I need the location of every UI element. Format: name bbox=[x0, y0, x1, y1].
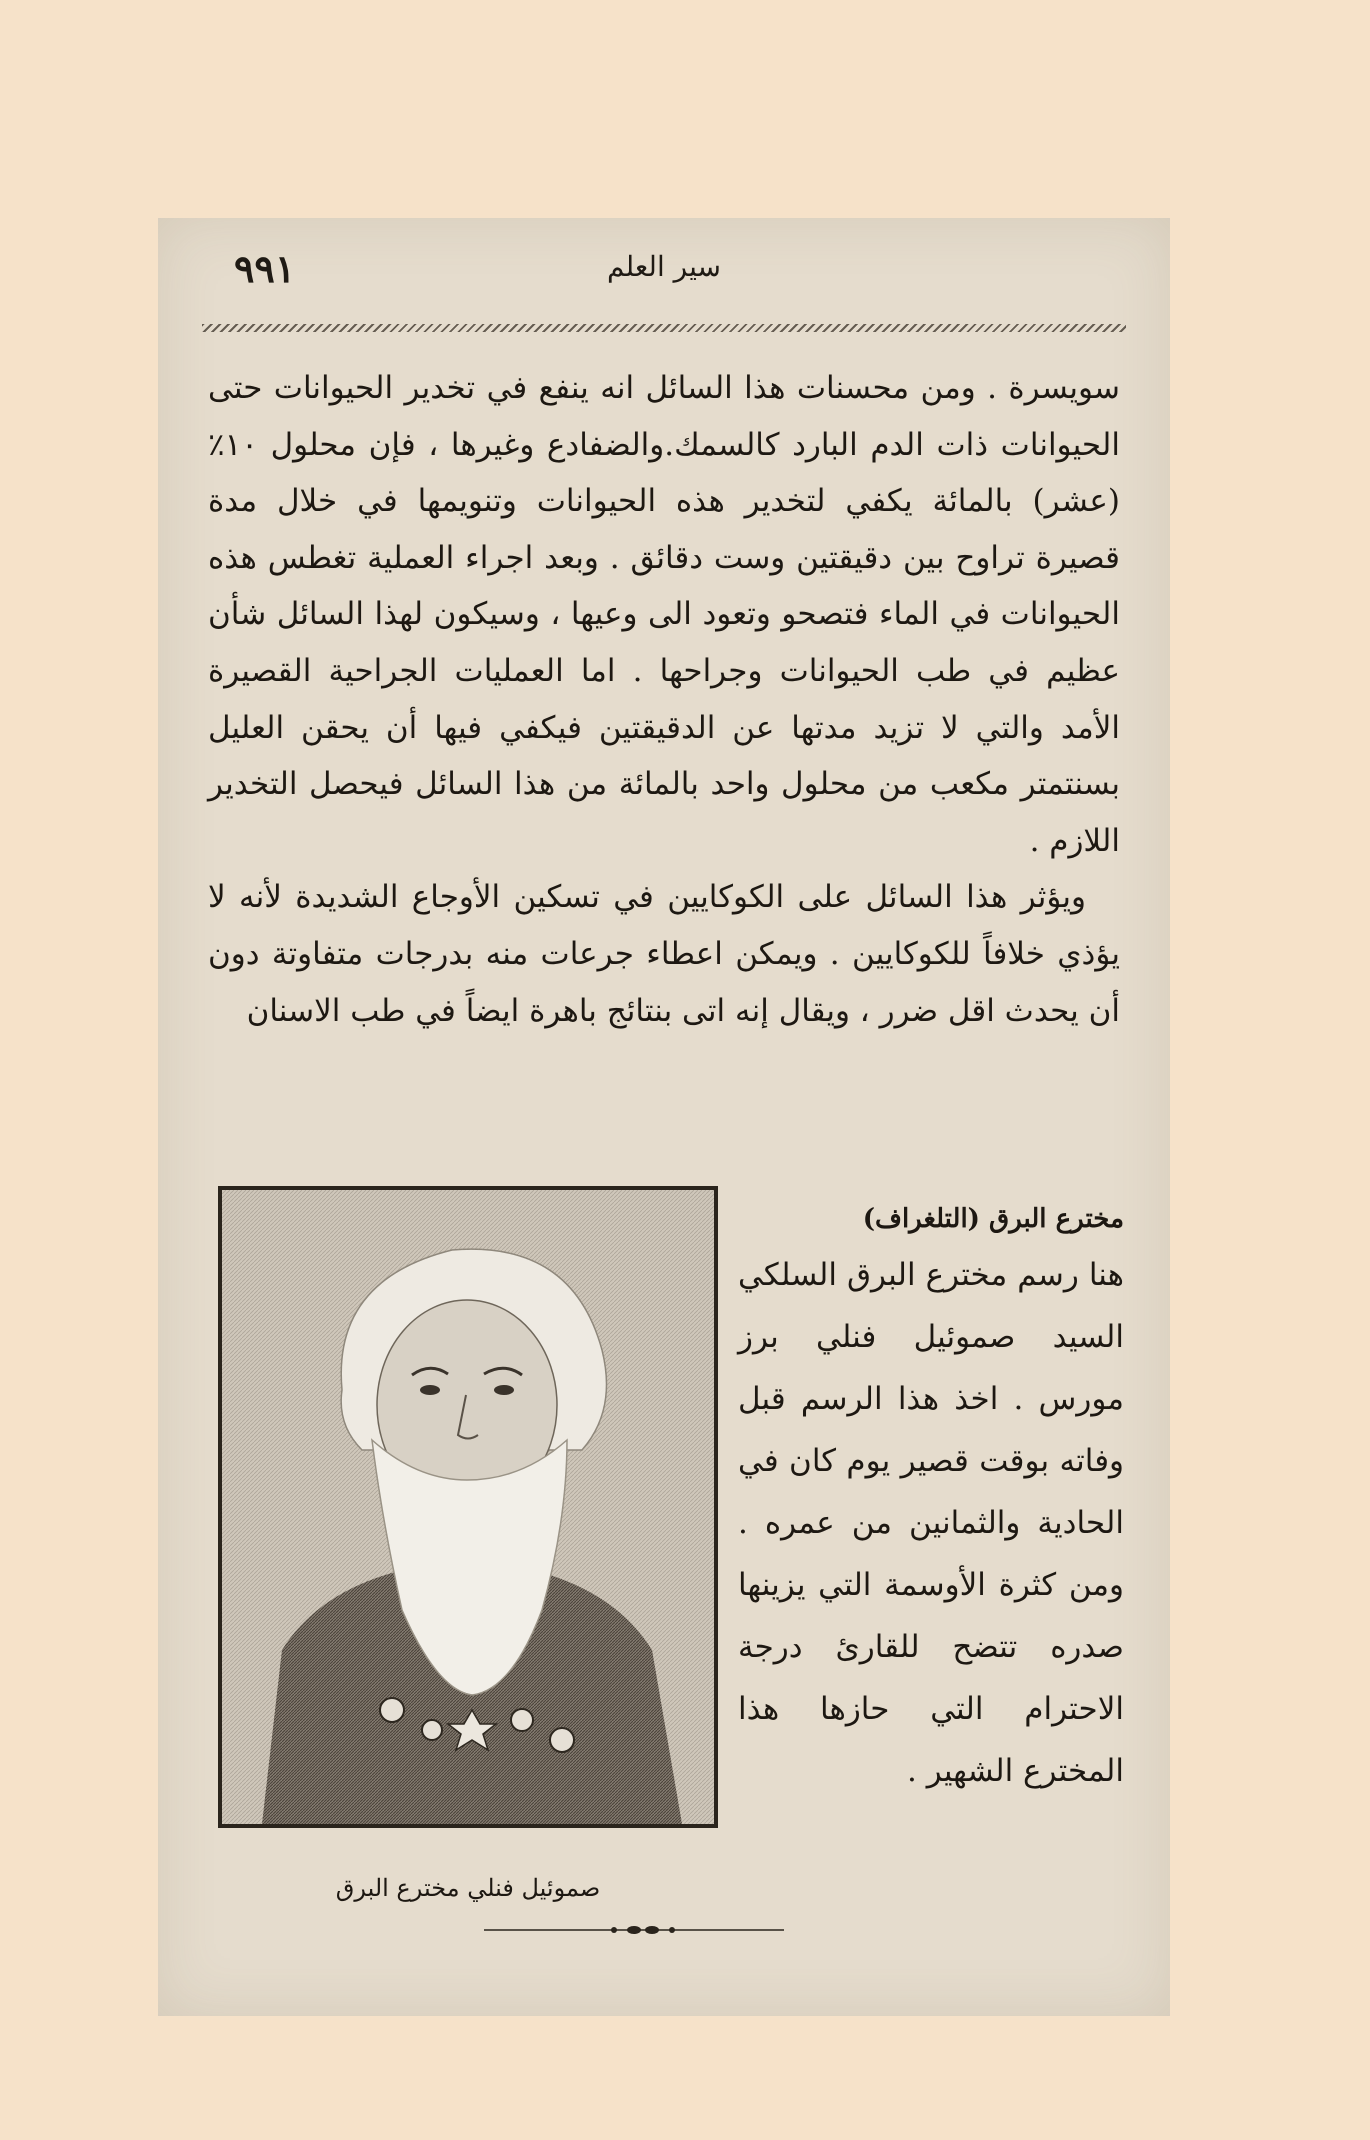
portrait-figure bbox=[218, 1186, 718, 1828]
sidebar-text: هنا رسم مخترع البرق السلكي السيد صموئيل فنلي برز مورس . اخذ هذا الرسم قبل وفاته بوقت قصير يوم كان في الحادية والثمانين من عمره . ومن كثرة الأوسمة التي يزينها صدره تتضح للقارئ درجة الاحترام التي حازها هذا المخترع الشهير . bbox=[738, 1257, 1124, 1789]
page-number: ٩٩١ bbox=[234, 246, 296, 291]
article-body bbox=[208, 360, 1120, 1039]
header-rule bbox=[202, 324, 1126, 332]
portrait-engraving bbox=[222, 1190, 714, 1824]
document-page bbox=[158, 218, 1170, 2016]
figure-caption: صموئيل فنلي مخترع البرق bbox=[335, 1874, 601, 1902]
sidebar-heading: مخترع البرق (التلغراف) bbox=[862, 1204, 1124, 1234]
end-ornament bbox=[484, 1922, 784, 1938]
body-paragraph: سويسرة . ومن محسنات هذا السائل انه ينفع في تخدير الحيوانات حتى الحيوانات ذات الدم البارد كالسمك.والضفادع وغيرها ، فإن محلول ١٠٪ (عشر) بالمائة يكفي لتخدير هذه الحيوانات وتنويمها في خلال مدة قصيرة تراوح بين دقيقتين وست دقائق . وبعد اجراء العملية تغطس هذه الحيوانات في الماء فتصحو وتعود الى وعيها ، وسيكون لهذا السائل شأن عظيم في طب الحيوانات وجراحها . اما العمليات الجراحية القصيرة الأمد والتي لا تزيد مدتها عن الدقيقتين فيكفي فيها أن يحقن العليل بسنتمتر مكعب من محلول واحد بالمائة من هذا السائل فيحصل التخدير اللازم . bbox=[208, 370, 1120, 859]
page-header bbox=[204, 246, 1124, 294]
body-paragraph: ويؤثر هذا السائل على الكوكايين في تسكين الأوجاع الشديدة لأنه لا يؤذي خلافاً للكوكايين . ويمكن اعطاء جرعات منه بدرجات متفاوتة دون أن يحدث اقل ضرر ، ويقال إنه اتى بنتائج باهرة ايضاً في طب الاسنان bbox=[208, 879, 1120, 1029]
sidebar-article bbox=[738, 1204, 1124, 1802]
running-title: سير العلم bbox=[607, 250, 721, 283]
